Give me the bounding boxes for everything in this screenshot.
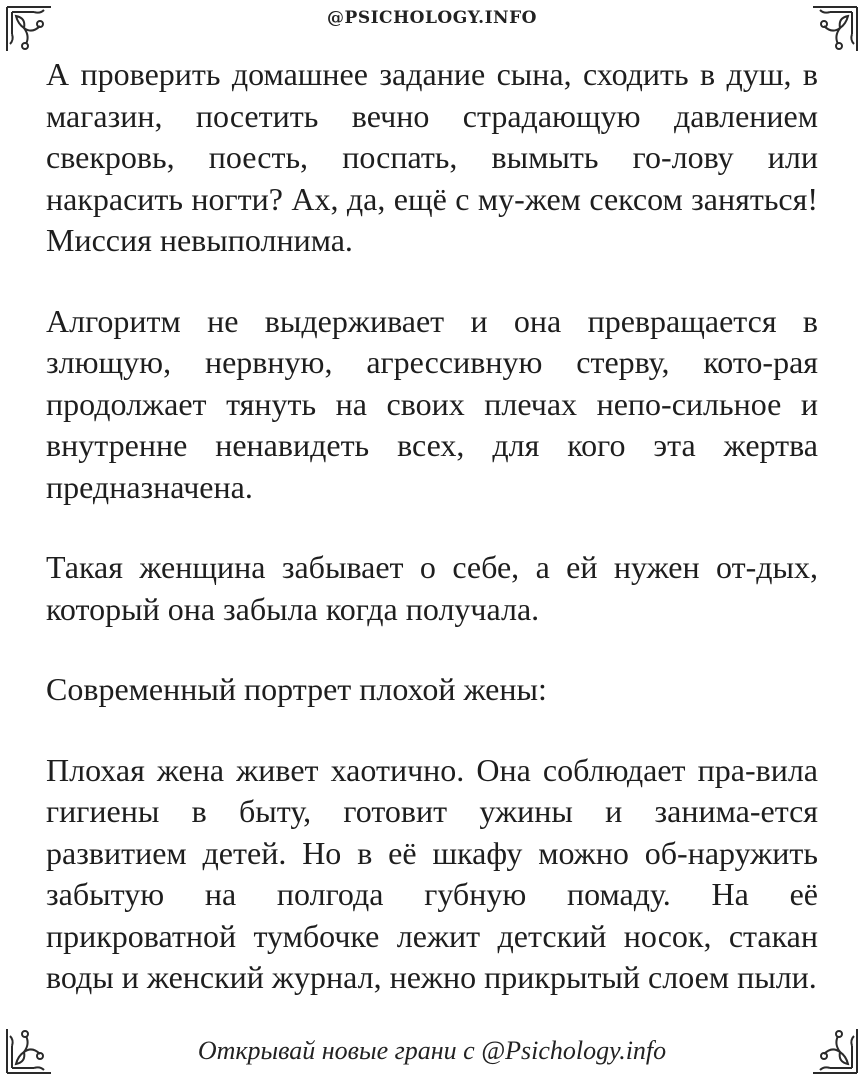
paragraph-3: Такая женщина забывает о себе, а ей нужен от-дых, который она забыла когда получала. [46, 549, 818, 627]
paragraph-4: Современный портрет плохой жены: [46, 671, 547, 707]
article-body [46, 54, 818, 999]
paragraph-1: А проверить домашнее задание сына, сходить в душ, в магазин, посетить вечно страдающую давлением свекровь, поесть, поспать, вымыть го-лову или накрасить ногти? Ах, да, ещё с му-жем сексом заняться! Миссия невыполнима. [46, 56, 818, 258]
paragraph-5: Плохая жена живет хаотично. Она соблюдает пра-вила гигиены в быту, готовит ужины и занима-ется развитием детей. Но в её шкафу можно об-наружить забытую на полгода губную помаду. На её прикроватной тумбочке лежит детский носок, стакан воды и женский журнал, нежно прикрытый слоем пыли. [46, 751, 818, 995]
header-handle: @PSICHOLOGY.INFO [327, 8, 537, 28]
paragraph-2: Алгоритм не выдерживает и она превращается в злющую, нервную, агрессивную стерву, кото-рая продолжает тянуть на своих плечах непо-сильное и внутренне ненавидеть всех, для кого эта жертва предназначена. [46, 302, 818, 505]
footer-note: Открывай новые грани с @Psichology.info [197, 1036, 667, 1065]
